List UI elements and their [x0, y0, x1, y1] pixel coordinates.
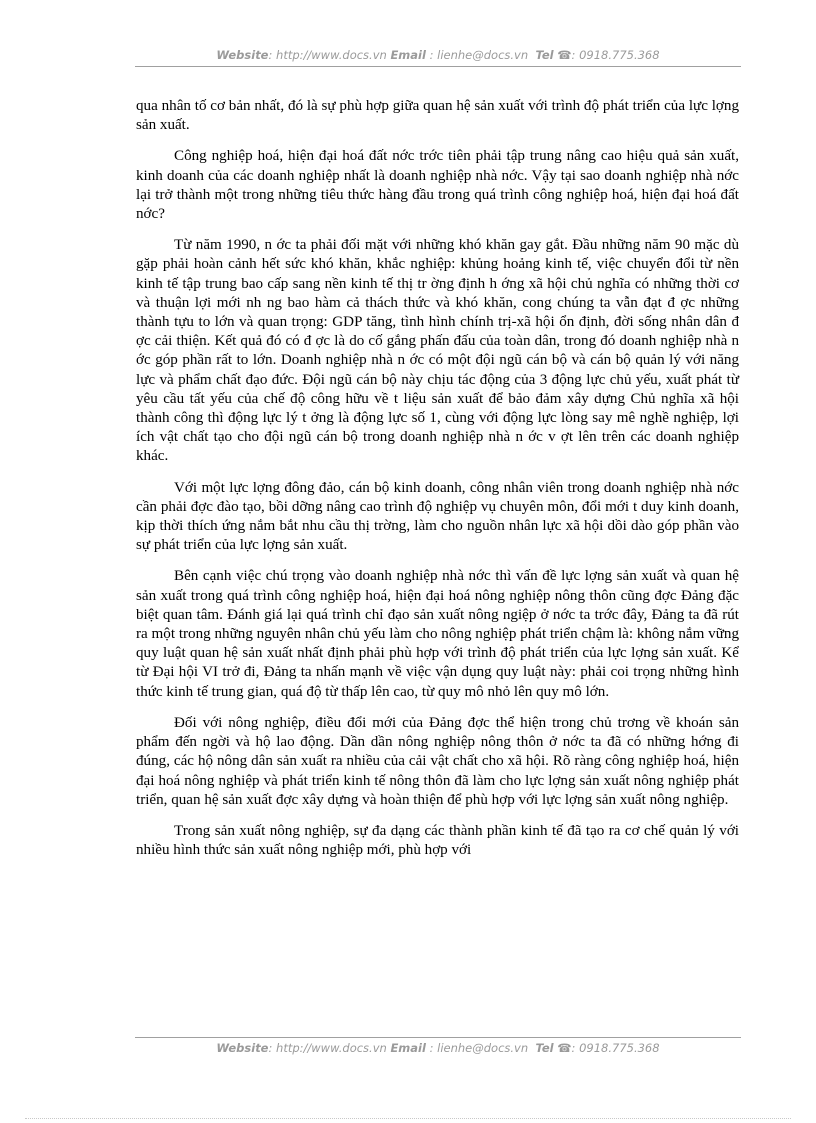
page-edge-divider	[25, 1118, 791, 1119]
page-footer	[135, 1041, 741, 1055]
footer-tel-value: : 0918.775.368	[571, 1041, 660, 1055]
header-website-label: Website	[216, 48, 269, 62]
footer-email-label: Email	[390, 1041, 426, 1055]
document-body	[136, 97, 739, 872]
paragraph: Công nghiệp hoá, hiện đại hoá đất nớc trớc tiên phải tập trung nâng cao hiệu quả sản xuất, kinh doanh của các doanh nghiệp nhất là doanh nghiệp nhà nớc. Vậy tại sao doanh nghiệp nhà nớc lại trở thành một trong những tiêu thức hàng đầu trong quá trình công nghiệp hoá, hiện đại hoá đất nớc?	[136, 148, 739, 223]
footer-email-value[interactable]: : lienhe@docs.vn	[425, 1041, 529, 1055]
page-header	[135, 48, 741, 62]
paragraph: Từ năm 1990, n ớc ta phải đối mặt với những khó khăn gay gắt. Đầu những năm 90 mặc dù gặp phải hoàn cảnh hết sức khó khăn, khắc nghiệp: khủng hoảng kinh tế, việc chuyển đổi từ nền kinh tế tập trung bao cấp sang nền kinh tế thị tr ờng định h ớng xã hội chủ nghĩa có những thời cơ và thuận lợi mới nh ng bao hàm cả thách thức và khó khăn, cong chúng ta vẫn đạt đ ợc những thành tựu to lớn và quan trọng: GDP tăng, tình hình chính trị-xã hội ổn định, đời sống nhân dân đ ợc cải thiện. Kết quả đó có đ ợc là do cố gắng phấn đấu của toàn dân, trong đó doanh nghiệp nhà n ớc góp phần rất to lớn. Doanh nghiệp nhà n ớc có một đội ngũ cán bộ và cán bộ quản lý với năng lực và phẩm chất đạo đức. Đội ngũ cán bộ này chịu tác động của 3 động lực chủ yếu, xuất phát từ yêu cầu tất yếu của chế độ công hữu về t liệu sản xuất để bảo đảm xây dựng Chủ nghĩa xã hội thành công thì động lực lý t ởng là động lực số 1, cùng với động lực lòng say mê nghề nghiệp, lợi ích vật chất tạo cho đội ngũ cán bộ trong doanh nghiệp nhà n ớc v ợt lên trên các doanh nghiệp khác.	[136, 237, 739, 465]
header-divider	[135, 66, 741, 67]
footer-divider	[135, 1037, 741, 1038]
header-tel-value: : 0918.775.368	[571, 48, 660, 62]
header-email-value[interactable]: : lienhe@docs.vn	[425, 48, 529, 62]
paragraph: Trong sản xuất nông nghiệp, sự đa dạng các thành phần kinh tế đã tạo ra cơ chế quản lý với nhiều hình thức sản xuất nông nghiệp mới, phù hợp với	[136, 822, 739, 859]
paragraph: Bên cạnh việc chú trọng vào doanh nghiệp nhà nớc thì vấn đề lực lợng sản xuất và quan hệ sản xuất trong quá trình công nghiệp hoá, hiện đại hoá nông nghiệp nông thôn cũng đợc Đảng đặc biệt quan tâm. Đánh giá lại quá trình chỉ đạo sản xuất nông ngiệp ở nớc ta trớc đây, Đảng ta đã rút ra một trong những nguyên nhân chủ yếu làm cho nông nghiệp phát triển chậm là: không nắm vững quy luật quan hệ sản xuất nhất định phải phù hợp với trình độ phát triển của lực lợng sản xuất. Kể từ Đại hội VI trở đi, Đảng ta nhấn mạnh về việc vận dụng quy luật này: phải coi trọng những hình thức kinh tế trung gian, quá độ từ thấp lên cao, từ quy mô nhỏ lên quy mô lớn.	[136, 568, 739, 700]
footer-website-url[interactable]: : http://www.docs.vn	[268, 1041, 387, 1055]
phone-icon: ☎	[557, 1041, 572, 1055]
header-website-url[interactable]: : http://www.docs.vn	[268, 48, 387, 62]
footer-website-label: Website	[216, 1041, 269, 1055]
phone-icon: ☎	[557, 48, 572, 62]
paragraph: Đối với nông nghiệp, điều đổi mới của Đảng đợc thể hiện trong chủ trơng về khoán sản phẩm đến ngời và hộ lao động. Dần dần nông nghiệp nông thôn ở nớc ta đã có những hớng đi đúng, các hộ nông dân sản xuất ra nhiều của cải vật chất cho xã hội. Rõ ràng công nghiệp hoá, hiện đại hoá nông nghiệp và phát triển kinh tế nông thôn đã làm cho lực lợng sản xuất nông nghiệp phát triển, quan hệ sản xuất đợc xây dựng và hoàn thiện để phù hợp với lực lợng sản xuất nông nghiệp.	[136, 714, 739, 808]
header-email-label: Email	[390, 48, 426, 62]
paragraph: qua nhân tố cơ bản nhất, đó là sự phù hợp giữa quan hệ sản xuất với trình độ phát triển của lực lợng sản xuất.	[136, 98, 739, 134]
footer-tel-label: Tel	[535, 1041, 554, 1055]
paragraph: Với một lực lợng đông đảo, cán bộ kinh doanh, công nhân viên trong doanh nghiệp nhà nớc cần phải đợc đào tạo, bồi dỡng nâng cao trình độ nghiệp vụ chuyên môn, đổi mới t duy kinh doanh, kịp thời thích ứng nắm bắt nhu cầu thị trờng, làm cho nguồn nhân lực xã hội dồi dào góp phần vào sự phát triển của lực lợng sản xuất.	[136, 479, 739, 554]
header-tel-label: Tel	[535, 48, 554, 62]
